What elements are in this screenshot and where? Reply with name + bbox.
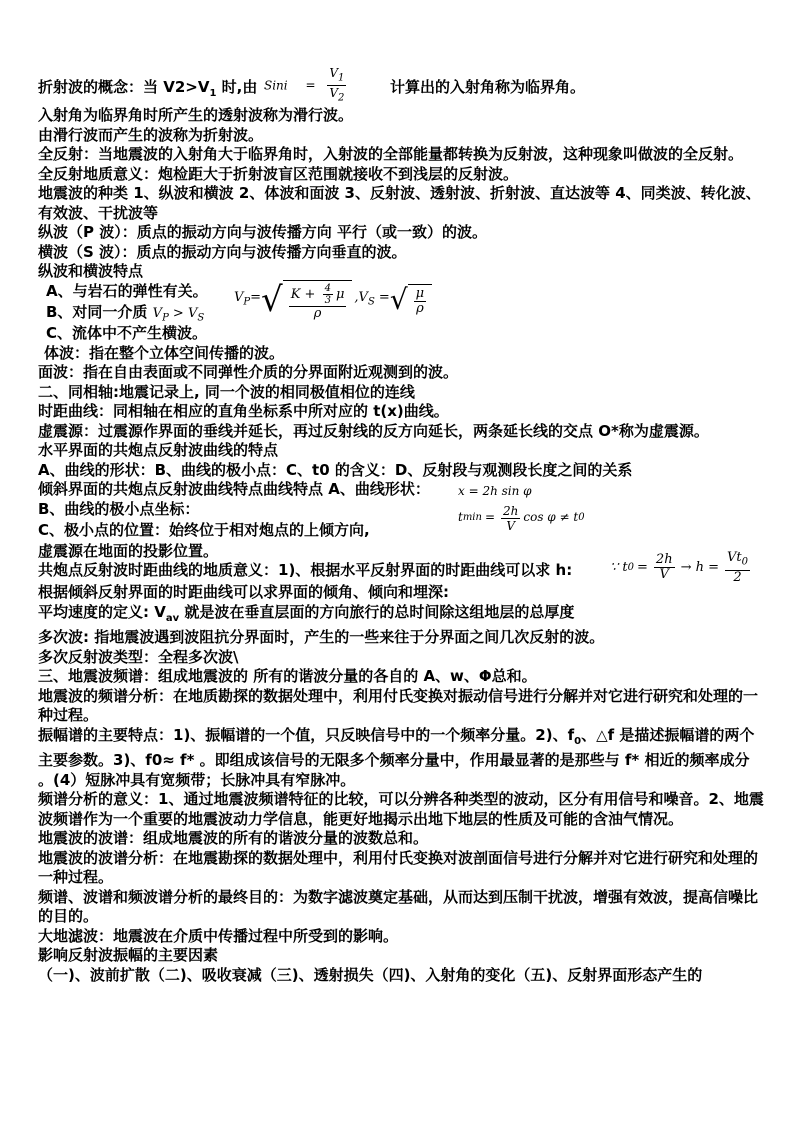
formula-sini: Sini = $\frac{V_1}{V_2}$: [264, 66, 345, 104]
line-a2: 全反射：当地震波的入射角大于临界角时，入射波的全部能量都转换为反射波，这种现象叫做波的全反射。: [38, 145, 744, 163]
line-b1: 面波：指在自由表面或不同弹性介质的分界面附近观测到的波。: [38, 363, 459, 381]
line-c11: 大地滤波：地震波在介质中传播过程中所受到的影响。: [38, 926, 399, 945]
line-b3: 时距曲线：同相轴在相应的直角坐标系中所对应的 t(x)曲线。: [38, 402, 449, 420]
line-c8: 地震波的波谱：组成地震波的所有的谐波分量的波数总和。: [38, 829, 429, 847]
line-c10: 频谱、波谱和频波谱分析的最终目的：为数字滤波奠定基础，从而达到压制干扰波，增强有效波，提高信噪比的目的。: [38, 887, 759, 925]
line-c12: 影响反射波振幅的主要因素: [38, 946, 219, 964]
line-a5: 纵波（P 波）：质点的振动方向与波传播方向 平行（或一致）的波。: [38, 223, 487, 241]
line-a6: 横波（S 波）：质点的振动方向与波传播方向垂直的波。: [38, 242, 407, 261]
velocity-formula: $V_P=$ √ K + $\frac{4}{3}$ μ ρ $,V_S$ = √ $\frac{\mu}{\rho}$: [234, 280, 432, 321]
line-b6: A、曲线的形状：B、曲线的极小点：C、t0 的含义：D、反射段与观测段长度之间的关系: [38, 460, 633, 479]
line-c2: 多次波: 指地震波遇到波阻抗分界面时，产生的一些来往于分界面之间几次反射的波。: [38, 628, 605, 646]
line-a4: 地震波的种类 1、纵波和横波 2、体波和面波 3、反射波、透射波、折射波、直达波等 4、同类波、转化波、有效波、干扰波等: [38, 184, 761, 222]
line-a7: 纵波和横波特点: [38, 262, 144, 280]
line-b2: 二、同相轴:地震记录上, 同一个波的相同极值相位的连线: [38, 382, 415, 401]
line-b0: 体波：指在整个立体空间传播的波。: [44, 343, 285, 362]
vp-vs-formula: $V_P > V_S$: [152, 305, 205, 324]
incline-projection: 虚震源在地面的投影位置。: [38, 541, 219, 560]
line-c9: 地震波的波谱分析：在地震勘探的数据处理中，利用付氏变换对波剖面信号进行分解并对它进行研究和处理的一种过程。: [38, 848, 759, 886]
line-c3: 多次反射波类型：全程多次波\: [38, 647, 239, 666]
pw-features: A、与岩石的弹性有关。 B、对同一介质 $V_P > V_S$ C、流体中不产生横波。 $V_P=$ √ K + $\frac{4}{3}$ μ ρ $,V_S$ = √ $\frac{\mu}{\rho}$: [38, 282, 764, 344]
line-a1: 由滑行波而产生的波称为折射波。: [38, 125, 264, 144]
incline-minpoint: B、曲线的极小点坐标： C、极小点的位置：始终位于相对炮点的上倾方向, t min = $\frac{2h}{V}$ cos φ ≠ t 0: [38, 499, 585, 539]
line-b4: 虚震源：过震源作界面的垂线并延长，再过反射线的反方向延长，两条延长线的交点 O*称为虚震源。: [38, 421, 709, 440]
incline-shape: 倾斜界面的共炮点反射波曲线特点曲线特点 A、曲线形状： x = 2h sin φ: [38, 480, 532, 498]
line-c4: 三、地震波频谱：组成地震波的 所有的谐波分量的各自的 A、w、Φ总和。: [38, 667, 537, 685]
line-avg-speed: 平均速度的定义: $V_{av}$ 就是波在垂直层面的方向旅行的总时间除这组地层的总厚度: [38, 602, 575, 624]
line-c13: （一)、波前扩散（二)、吸收衰减（三)、透射损失（四)、入射角的变化（五)、反射界面形态产生的: [38, 965, 703, 984]
hfit-line: 共炮点反射波时距曲线的地质意义：1)、根据水平反射界面的时距曲线可以求 h: ∵ t 0 = $\frac{2h}{V}$ → h = $\frac{Vt_0}{2}$: [38, 561, 764, 583]
line-c5: 地震波的频谱分析：在地质勘探的数据处理中，利用付氏变换对振动信号进行分解并对它进行研究和处理的一种过程。: [38, 686, 759, 724]
refraction-concept: 折射波的概念：当 $V2>V_1$ 时,由 Sini = $\frac{V_1}{V_2}$ 计算出的入射角称为临界角。: [38, 66, 586, 104]
h-formula: ∵ t 0 = $\frac{2h}{V}$ → h = $\frac{Vt_0}{2}$: [610, 550, 749, 585]
line-b5: 水平界面的共炮点反射波曲线的特点: [38, 441, 279, 459]
tmin-formula: t min = $\frac{2h}{V}$ cos φ ≠ t 0: [458, 503, 585, 533]
line-amp-spectrum: 振幅谱的主要特点：1)、振幅谱的一个值，只反映信号中的一个频率分量。2)、$f_0$、△f 是描述振幅谱的两个主要参数。3)、f0≈ f* 。即组成该信号的无限多个频率分量中，作用最显著的是那些与 f* 相近的频率成分 。(4）短脉冲具有宽频带；长脉冲具有窄脉冲。: [38, 725, 755, 789]
line-a3: 全反射地质意义：炮检距大于折射波盲区范围就接收不到浅层的反射波。: [38, 164, 519, 183]
line-c7: 频谱分析的意义：1、通过地震波频谱特征的比较，可以分辨各种类型的波动，区分有用信号和噪音。2、地震波频谱作为一个重要的地震波动力学信息，能更好地揭示出地下地层的性质及可能的含油气情况。: [38, 790, 764, 828]
document-page: [38, 58, 764, 985]
line-a0: 入射角为临界角时所产生的透射波称为滑行波。: [38, 106, 354, 124]
line-c0: 根据倾斜反射界面的时距曲线可以求界面的倾角、倾向和埋深:: [38, 583, 450, 601]
